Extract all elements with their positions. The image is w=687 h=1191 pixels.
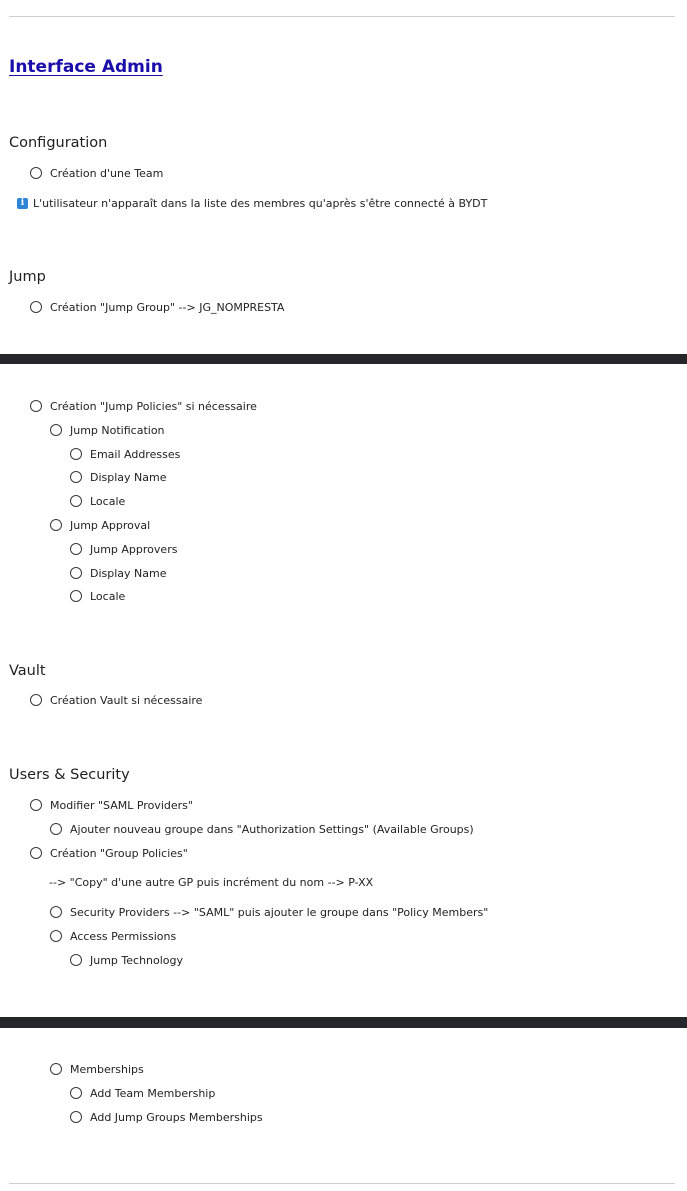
- item-label: Création d'une Team: [50, 166, 164, 180]
- checklist-item-security-providers[interactable]: [50, 903, 488, 921]
- top-divider: [9, 16, 675, 17]
- checklist-item-approval-display-name[interactable]: [70, 564, 167, 582]
- checklist-item-add-jump-groups[interactable]: [70, 1108, 263, 1126]
- item-label: Jump Notification: [70, 423, 165, 437]
- checklist-item-jump-technology[interactable]: [70, 951, 183, 969]
- bottom-divider: [9, 1183, 675, 1184]
- item-label: Display Name: [90, 566, 167, 580]
- item-label: Création Vault si nécessaire: [50, 693, 203, 707]
- item-label: Add Team Membership: [90, 1086, 216, 1100]
- radio-circle-icon[interactable]: [30, 847, 42, 859]
- item-label: Security Providers --> "SAML" puis ajouter le groupe dans "Policy Members": [70, 905, 489, 919]
- item-label: Access Permissions: [70, 929, 177, 943]
- radio-circle-icon[interactable]: [70, 590, 82, 602]
- checklist-item-jump-policies[interactable]: [30, 397, 257, 415]
- section-separator-band: [0, 1017, 687, 1028]
- checklist-item-memberships[interactable]: [50, 1060, 144, 1078]
- checklist-item-locale[interactable]: [70, 492, 125, 510]
- radio-circle-icon[interactable]: [70, 543, 82, 555]
- radio-circle-icon[interactable]: [50, 1063, 62, 1075]
- radio-circle-icon[interactable]: [70, 1087, 82, 1099]
- item-label: Locale: [90, 494, 126, 508]
- copy-note: --> "Copy" d'une autre GP puis incrément du nom --> P-XX: [49, 876, 374, 889]
- checklist-item-team[interactable]: [30, 164, 163, 182]
- users-security-heading: Users & Security: [9, 767, 130, 783]
- info-icon: i: [17, 198, 28, 209]
- item-label: Jump Approvers: [90, 542, 178, 556]
- radio-circle-icon[interactable]: [30, 301, 42, 313]
- item-label: Ajouter nouveau groupe dans "Authorization Settings" (Available Groups): [70, 822, 474, 836]
- checklist-item-jump-notification[interactable]: [50, 421, 165, 439]
- radio-circle-icon[interactable]: [70, 1111, 82, 1123]
- radio-circle-icon[interactable]: [70, 448, 82, 460]
- radio-circle-icon[interactable]: [50, 424, 62, 436]
- vault-heading: Vault: [9, 663, 46, 679]
- radio-circle-icon[interactable]: [30, 167, 42, 179]
- checklist-item-jump-approvers[interactable]: [70, 540, 177, 558]
- checklist-item-group-policies[interactable]: [30, 844, 188, 862]
- checklist-item-approval-locale[interactable]: [70, 587, 125, 605]
- radio-circle-icon[interactable]: [70, 495, 82, 507]
- item-label: Création "Group Policies": [50, 846, 188, 860]
- item-label: Add Jump Groups Memberships: [90, 1110, 263, 1124]
- checklist-item-add-group[interactable]: [50, 820, 474, 838]
- checklist-item-saml-providers[interactable]: [30, 796, 193, 814]
- item-label: Jump Approval: [70, 518, 151, 532]
- radio-circle-icon[interactable]: [70, 471, 82, 483]
- checklist-item-jump-group[interactable]: [30, 298, 284, 316]
- checklist-item-add-team-membership[interactable]: [70, 1084, 215, 1102]
- radio-circle-icon[interactable]: [50, 930, 62, 942]
- page-title-link[interactable]: Interface Admin: [9, 57, 163, 77]
- item-label: Display Name: [90, 470, 167, 484]
- radio-circle-icon[interactable]: [30, 694, 42, 706]
- radio-circle-icon[interactable]: [50, 519, 62, 531]
- checklist-item-email-addresses[interactable]: [70, 445, 180, 463]
- radio-circle-icon[interactable]: [70, 954, 82, 966]
- section-separator-band: [0, 354, 687, 364]
- note-text: L'utilisateur n'apparaît dans la liste des membres qu'après s'être connecté à BYDT: [33, 196, 488, 210]
- item-label: Jump Technology: [90, 953, 184, 967]
- checklist-item-vault-creation[interactable]: [30, 691, 202, 709]
- radio-circle-icon[interactable]: [50, 906, 62, 918]
- radio-circle-icon[interactable]: [50, 823, 62, 835]
- item-label: Memberships: [70, 1062, 144, 1076]
- item-label: Création "Jump Policies" si nécessaire: [50, 399, 257, 413]
- radio-circle-icon[interactable]: [30, 400, 42, 412]
- checklist-item-jump-approval[interactable]: [50, 516, 150, 534]
- item-label: Locale: [90, 589, 126, 603]
- configuration-heading: Configuration: [9, 135, 108, 151]
- item-label: Email Addresses: [90, 447, 181, 461]
- radio-circle-icon[interactable]: [70, 567, 82, 579]
- jump-heading: Jump: [9, 269, 46, 285]
- item-label: Création "Jump Group" --> JG_NOMPRESTA: [50, 300, 285, 314]
- item-label: Modifier "SAML Providers": [50, 798, 193, 812]
- radio-circle-icon[interactable]: [30, 799, 42, 811]
- checklist-item-access-permissions[interactable]: [50, 927, 176, 945]
- info-note: [17, 194, 487, 212]
- checklist-item-display-name[interactable]: [70, 468, 167, 486]
